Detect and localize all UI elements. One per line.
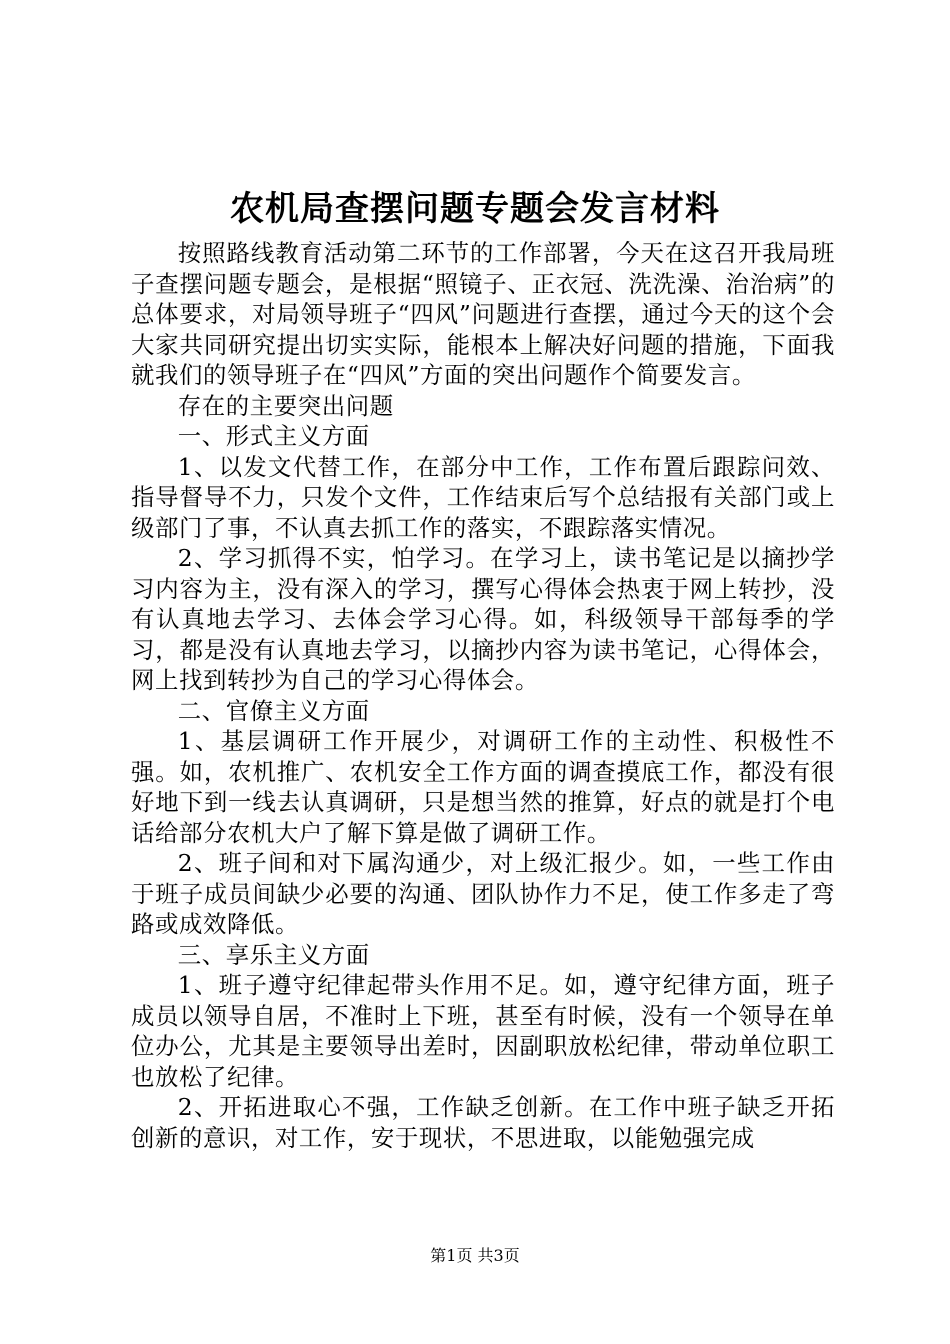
document-body xyxy=(131,238,835,1153)
page-footer: 第1页 共3页 xyxy=(430,1246,520,1265)
section-heading-bureaucracy: 二、官僚主义方面 xyxy=(177,696,370,725)
section-heading-hedonism: 三、享乐主义方面 xyxy=(177,940,370,969)
intro-paragraph: 按照路线教育活动第二环节的工作部署，今天在这召开我局班子查摆问题专题会，是根据“照镜子、正衣冠、洗洗澡、治治病”的总体要求，对局领导班子“四风”问题进行查摆，通过今天的这个会大家共同研究提出切实实际，能根本上解决好问题的措施，下面我就我们的领导班子在“四风”方面的突出问题作个简要发言。 xyxy=(131,239,835,389)
section-heading-formalism: 一、形式主义方面 xyxy=(177,422,370,450)
document-title: 农机局查摆问题专题会发言材料 xyxy=(230,189,720,229)
formalism-item-1: 1、以发文代替工作，在部分中工作，工作布置后跟踪问效、指导督导不力，只发个文件，工作结束后写个总结报有关部门或上级部门了事，不认真去抓工作的落实，不跟踪落实情况。 xyxy=(131,452,835,542)
bureaucracy-item-2: 2、班子间和对下属沟通少，对上级汇报少。如，一些工作由于班子成员间缺少必要的沟通、团队协作力不足，使工作多走了弯路或成效降低。 xyxy=(131,849,835,938)
formalism-item-2: 2、学习抓得不实，怕学习。在学习上，读书笔记是以摘抄学习内容为主，没有深入的学习，撰写心得体会热衷于网上转抄，没有认真地去学习、去体会学习心得。如，科级领导干部每季的学习，都是没有认真地去学习，以摘抄内容为读书笔记，心得体会，网上找到转抄为自己的学习心得体会。 xyxy=(131,544,835,694)
section-heading-main-problems: 存在的主要突出问题 xyxy=(177,391,394,420)
hedonism-item-2: 2、开拓进取心不强，工作缺乏创新。在工作中班子缺乏开拓创新的意识，对工作，安于现状，不思进取，以能勉强完成 xyxy=(131,1093,835,1152)
hedonism-item-1: 1、班子遵守纪律起带头作用不足。如，遵守纪律方面，班子成员以领导自居，不准时上下班，甚至有时候，没有一个领导在单位办公，尤其是主要领导出差时，因副职放松纪律，带动单位职工也放松了纪律。 xyxy=(131,971,835,1091)
bureaucracy-item-1: 1、基层调研工作开展少，对调研工作的主动性、积极性不强。如，农机推广、农机安全工作方面的调查摸底工作，都没有很好地下到一线去认真调研，只是想当然的推算，好点的就是打个电话给部分农机大户了解下算是做了调研工作。 xyxy=(131,727,835,847)
